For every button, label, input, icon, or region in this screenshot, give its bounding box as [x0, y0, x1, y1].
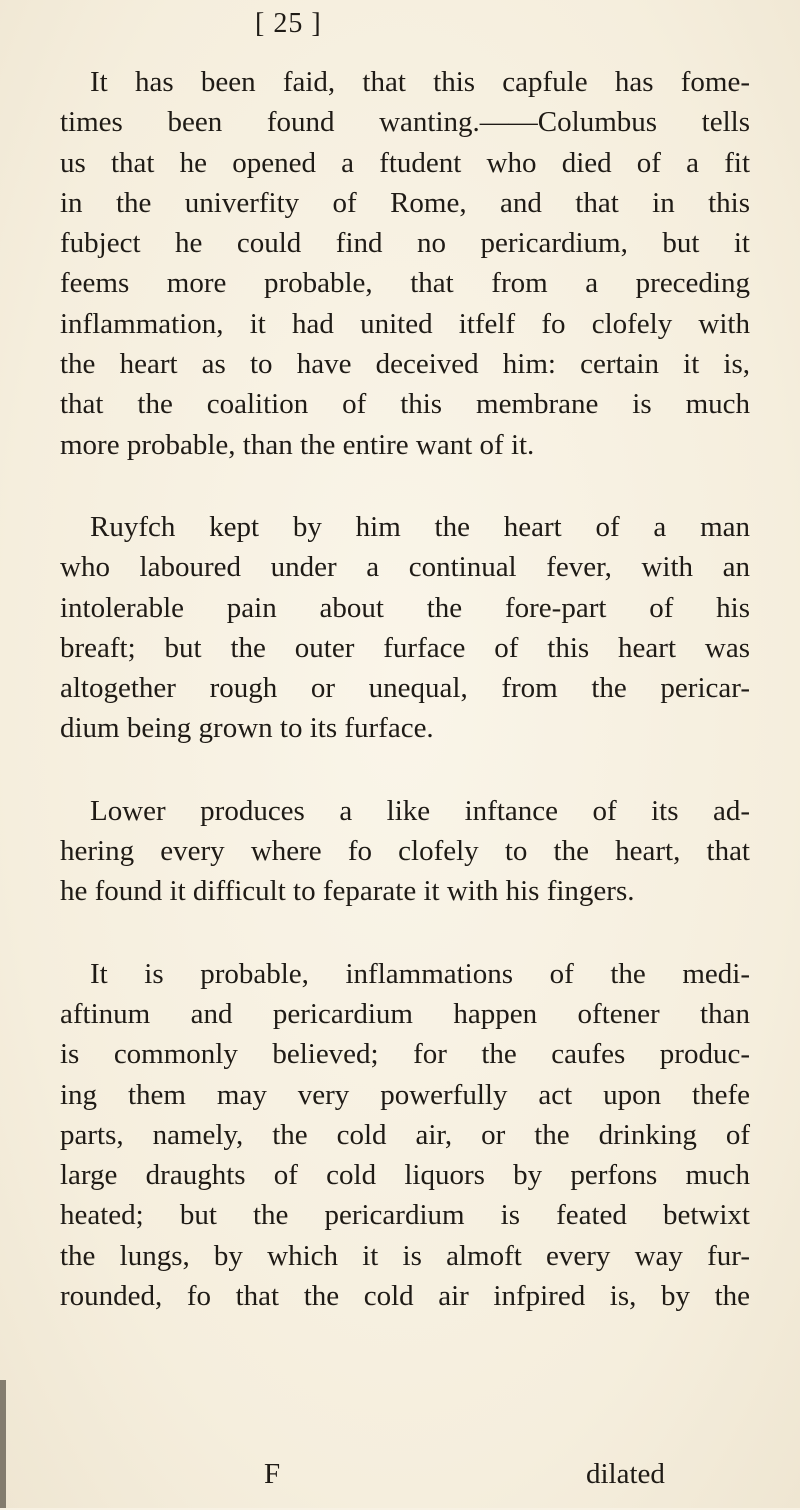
text-line: fubject he could find no pericardium, but it: [60, 227, 750, 260]
text-line: in the univerfity of Rome, and that in this: [60, 186, 750, 219]
text-line: heated; but the pericardium is feated betwixt: [60, 1199, 750, 1232]
page-number: [ 25 ]: [255, 8, 322, 39]
text-line: rounded, fo that the cold air infpired is, by the: [60, 1280, 750, 1313]
text-line: Lower produces a like inftance of its ad-: [90, 794, 750, 827]
text-line: who laboured under a continual fever, with an: [60, 551, 750, 584]
text-line: the lungs, by which it is almoft every way fur-: [60, 1239, 750, 1272]
text-line: It is probable, inflammations of the medi-: [90, 957, 750, 990]
text-line: us that he opened a ftudent who died of a fit: [60, 146, 750, 179]
signature-mark: F: [264, 1458, 281, 1490]
paragraph-4: [60, 954, 750, 1317]
text-line: aftinum and pericardium happen oftener than: [60, 997, 750, 1030]
paragraph-3: [60, 791, 750, 912]
text-line: intolerable pain about the fore-part of his: [60, 591, 750, 624]
text-line: he found it difficult to feparate it with his fingers.: [60, 875, 635, 908]
text-line: more probable, than the entire want of it.: [60, 428, 535, 461]
text-line: altogether rough or unequal, from the pericar-: [60, 672, 750, 705]
paragraph-1: [60, 62, 750, 465]
page-footer: [60, 1458, 750, 1510]
text-line: It has been faid, that this capfule has fome-: [90, 66, 750, 98]
text-line: hering every where fo clofely to the heart, that: [60, 835, 750, 868]
text-line: breaft; but the outer furface of this heart was: [60, 631, 750, 664]
text-line: dium being grown to its furface.: [60, 712, 434, 745]
text-line: large draughts of cold liquors by perfons much: [60, 1159, 750, 1192]
text-line: inflammation, it had united itfelf fo clofely with: [60, 307, 750, 340]
text-line: times been found wanting.——Columbus tells: [60, 106, 750, 139]
body-text: [60, 62, 750, 1316]
text-line: parts, namely, the cold air, or the drinking of: [60, 1118, 750, 1151]
binding-edge-shadow: [0, 1380, 6, 1508]
paragraph-2: [60, 507, 750, 749]
catchword: dilated: [586, 1458, 665, 1490]
text-line: is commonly believed; for the caufes produc-: [60, 1038, 750, 1071]
text-line: Ruyfch kept by him the heart of a man: [90, 510, 750, 543]
text-line: the heart as to have deceived him: certain it is,: [60, 348, 750, 381]
text-line: feems more probable, that from a preceding: [60, 267, 750, 300]
text-line: that the coalition of this membrane is much: [60, 388, 750, 421]
text-line: ing them may very powerfully act upon thefe: [60, 1078, 750, 1111]
